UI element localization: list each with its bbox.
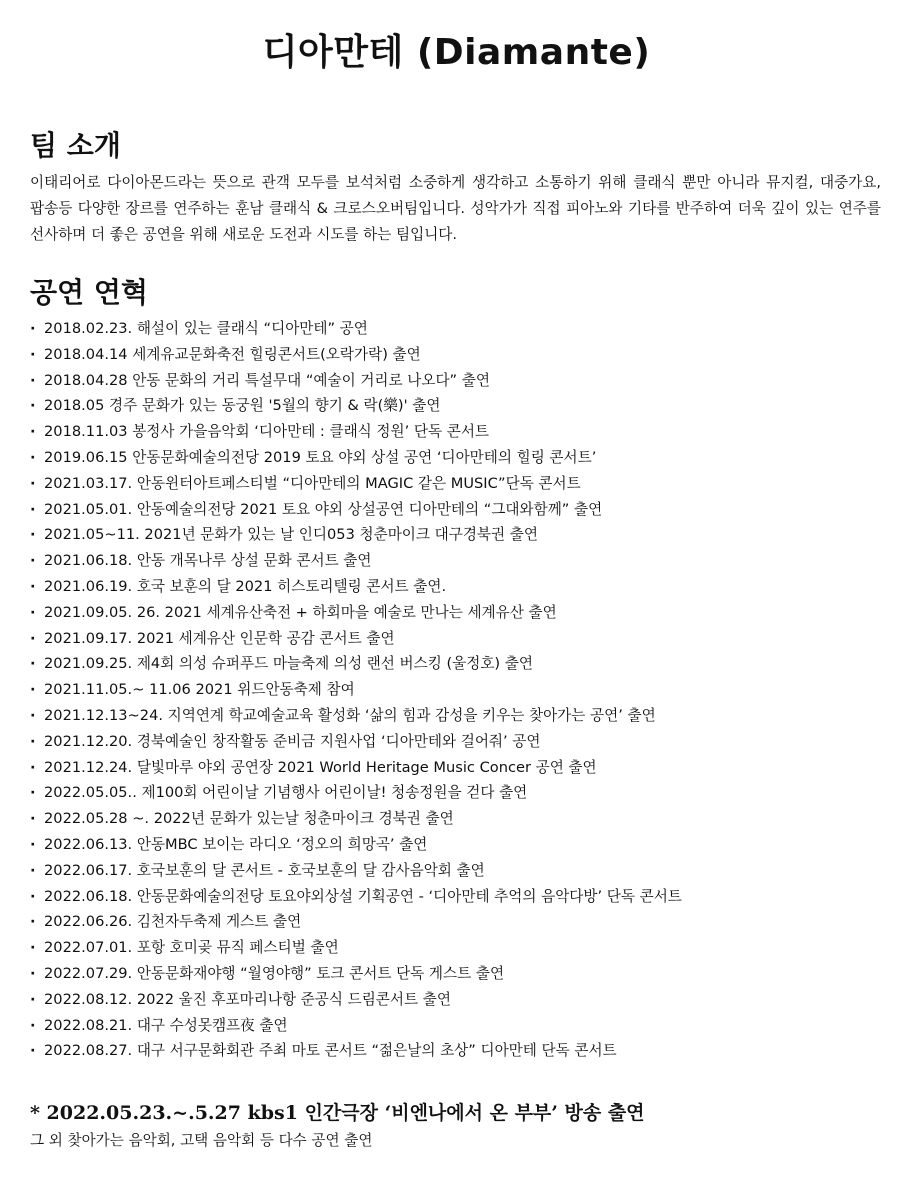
bullet-icon: · (30, 448, 36, 466)
bullet-icon: · (30, 371, 36, 389)
history-item-text: 2022.05.05.. 제100회 어린이날 기념행사 어린이날! 청송정원을 걷다 출연 (44, 784, 528, 802)
history-item-text: 2019.06.15 안동문화예술의전당 2019 토요 야외 상설 공연 ‘디아만테의 힐링 콘서트’ (44, 448, 597, 466)
history-item-text: 2022.06.17. 호국보훈의 달 콘서트 - 호국보훈의 달 감사음악회 출연 (44, 861, 485, 879)
bullet-icon: · (30, 1042, 36, 1060)
history-item (30, 316, 890, 342)
history-item (30, 393, 890, 419)
bullet-icon: · (30, 500, 36, 518)
bullet-icon: · (30, 577, 36, 595)
history-item (30, 1013, 890, 1039)
history-item (30, 574, 890, 600)
history-item (30, 780, 890, 806)
bullet-icon: · (30, 629, 36, 647)
history-item-text: 2021.06.19. 호국 보훈의 달 2021 히스토리텔링 콘서트 출연. (44, 577, 447, 595)
history-item-text: 2021.05~11. 2021년 문화가 있는 날 인디053 청춘마이크 대구경북권 출연 (44, 526, 538, 544)
history-item (30, 858, 890, 884)
bullet-icon: · (30, 887, 36, 905)
bullet-icon: · (30, 1016, 36, 1034)
history-item-text: 2022.07.29. 안동문화재야행 “월영야행” 토크 콘서트 단독 게스트 출연 (44, 964, 505, 982)
bullet-icon: · (30, 655, 36, 673)
history-item-text: 2022.07.01. 포항 호미곶 뮤직 페스티벌 출연 (44, 939, 339, 957)
bullet-icon: · (30, 681, 36, 699)
history-item (30, 445, 890, 471)
history-item (30, 651, 890, 677)
history-item (30, 909, 890, 935)
history-item (30, 600, 890, 626)
bullet-icon: · (30, 810, 36, 828)
team-intro-text: 이태리어로 다이아몬드라는 뜻으로 관객 모두를 보석처럼 소중하게 생각하고 소통하기 위해 클래식 뿐만 아니라 뮤지컬, 대중가요, 팝송등 다양한 장르를 연주하는 훈남 클래식 & 크로스오버팀입니다. 성악가가 직접 피아노와 기타를 반주하여 더욱 깊이 있는 연주를 선사하며 더 좋은 공연을 위해 새로운 도전과 시도를 하는 팀입니다. (30, 174, 881, 243)
history-item-text: 2021.03.17. 안동윈터아트페스티벌 “디아만테의 MAGIC 같은 MUSIC”단독 콘서트 (44, 474, 581, 492)
history-item-text: 2021.06.18. 안동 개목나루 상설 문화 콘서트 출연 (44, 552, 372, 570)
history-item-text: 2022.06.18. 안동문화예술의전당 토요야외상설 기획공연 - ‘디아만테 추억의 음악다방’ 단독 콘서트 (44, 887, 682, 905)
history-item-text: 2018.02.23. 해설이 있는 클래식 “디아만테” 공연 (44, 320, 368, 337)
bullet-icon: · (30, 913, 36, 931)
performance-history-list (30, 316, 890, 1064)
team-intro-heading: 팀 소개 (30, 129, 121, 162)
history-item-text: 2022.05.28 ~. 2022년 문화가 있는날 청춘마이크 경북권 출연 (44, 810, 454, 828)
history-item (30, 884, 890, 910)
bullet-icon: · (30, 784, 36, 802)
history-item (30, 522, 890, 548)
page-title: 디아만테 (Diamante) (262, 32, 651, 73)
bullet-icon: · (30, 603, 36, 621)
bullet-icon: · (30, 706, 36, 724)
history-item (30, 368, 890, 394)
history-item-text: 2022.06.13. 안동MBC 보이는 라디오 ‘정오의 희망곡’ 출연 (44, 835, 428, 853)
bullet-icon: · (30, 732, 36, 750)
bullet-icon: · (30, 990, 36, 1008)
history-item (30, 1038, 890, 1064)
history-item-text: 2021.11.05.~ 11.06 2021 위드안동축제 참여 (44, 681, 355, 699)
history-item (30, 806, 890, 832)
history-item (30, 548, 890, 574)
bullet-icon: · (30, 939, 36, 957)
bullet-icon: · (30, 964, 36, 982)
history-item (30, 729, 890, 755)
bullet-icon: · (30, 526, 36, 544)
history-item-text: 2021.12.13~24. 지역연계 학교예술교육 활성화 ‘삶의 힘과 감성을 키우는 찾아가는 공연’ 출연 (44, 706, 656, 724)
history-item (30, 677, 890, 703)
broadcast-note: * 2022.05.23.~.5.27 kbs1 인간극장 ‘비엔나에서 온 부부’ 방송 출연 (30, 1102, 645, 1124)
history-item-text: 2021.09.25. 제4회 의성 슈퍼푸드 마늘축제 의성 랜선 버스킹 (울정호) 출연 (44, 655, 533, 673)
history-item-text: 2018.11.03 봉정사 가을음악회 ‘디아만테 : 클래식 정원’ 단독 콘서트 (44, 423, 490, 441)
bullet-icon: · (30, 861, 36, 879)
history-item (30, 497, 890, 523)
history-item (30, 471, 890, 497)
history-item-text: 2021.12.20. 경북예술인 창작활동 준비금 지원사업 ‘디아만테와 걸어줘’ 공연 (44, 732, 541, 750)
history-item (30, 961, 890, 987)
bullet-icon: · (30, 423, 36, 441)
history-item-text: 2022.08.21. 대구 수성못캠프夜 출연 (44, 1016, 288, 1034)
bullet-icon: · (30, 835, 36, 853)
history-item-text: 2022.08.12. 2022 울진 후포마리나항 준공식 드림콘서트 출연 (44, 990, 451, 1008)
history-item-text: 2021.05.01. 안동예술의전당 2021 토요 야외 상설공연 디아만테의 “그대와함께” 출연 (44, 500, 603, 518)
bullet-icon: · (30, 552, 36, 570)
history-item-text: 2021.12.24. 달빛마루 야외 공연장 2021 World Heritage Music Concer 공연 출연 (44, 758, 597, 776)
bullet-icon: · (30, 397, 36, 415)
history-item-text: 2022.06.26. 김천자두축제 게스트 출연 (44, 913, 302, 931)
history-item-text: 2021.09.17. 2021 세계유산 인문학 공감 콘서트 출연 (44, 629, 395, 647)
history-item (30, 832, 890, 858)
history-item-text: 2022.08.27. 대구 서구문화회관 주최 마토 콘서트 “젊은날의 초상” 디아만테 단독 콘서트 (44, 1042, 617, 1060)
history-item (30, 935, 890, 961)
history-item-text: 2018.05 경주 문화가 있는 동궁원 '5월의 향기 & 락(樂)' 출연 (44, 397, 441, 415)
history-item (30, 703, 890, 729)
bullet-icon: · (30, 758, 36, 776)
history-item (30, 987, 890, 1013)
history-item (30, 419, 890, 445)
bullet-icon: · (30, 345, 36, 363)
history-item-text: 2018.04.28 안동 문화의 거리 특설무대 “예술이 거리로 나오다” 출연 (44, 371, 490, 389)
history-item (30, 755, 890, 781)
history-item (30, 626, 890, 652)
additional-performances-note: 그 외 찾아가는 음악회, 고택 음악회 등 다수 공연 출연 (30, 1132, 373, 1149)
performance-history-heading: 공연 연혁 (30, 276, 148, 309)
history-item-text: 2021.09.05. 26. 2021 세계유산축전 + 하회마을 예술로 만나는 세계유산 출연 (44, 603, 557, 621)
bullet-icon: · (30, 474, 36, 492)
history-item-text: 2018.04.14 세계유교문화축전 힐링콘서트(오락가락) 출연 (44, 345, 421, 363)
history-item (30, 342, 890, 368)
bullet-icon: · (30, 320, 36, 337)
